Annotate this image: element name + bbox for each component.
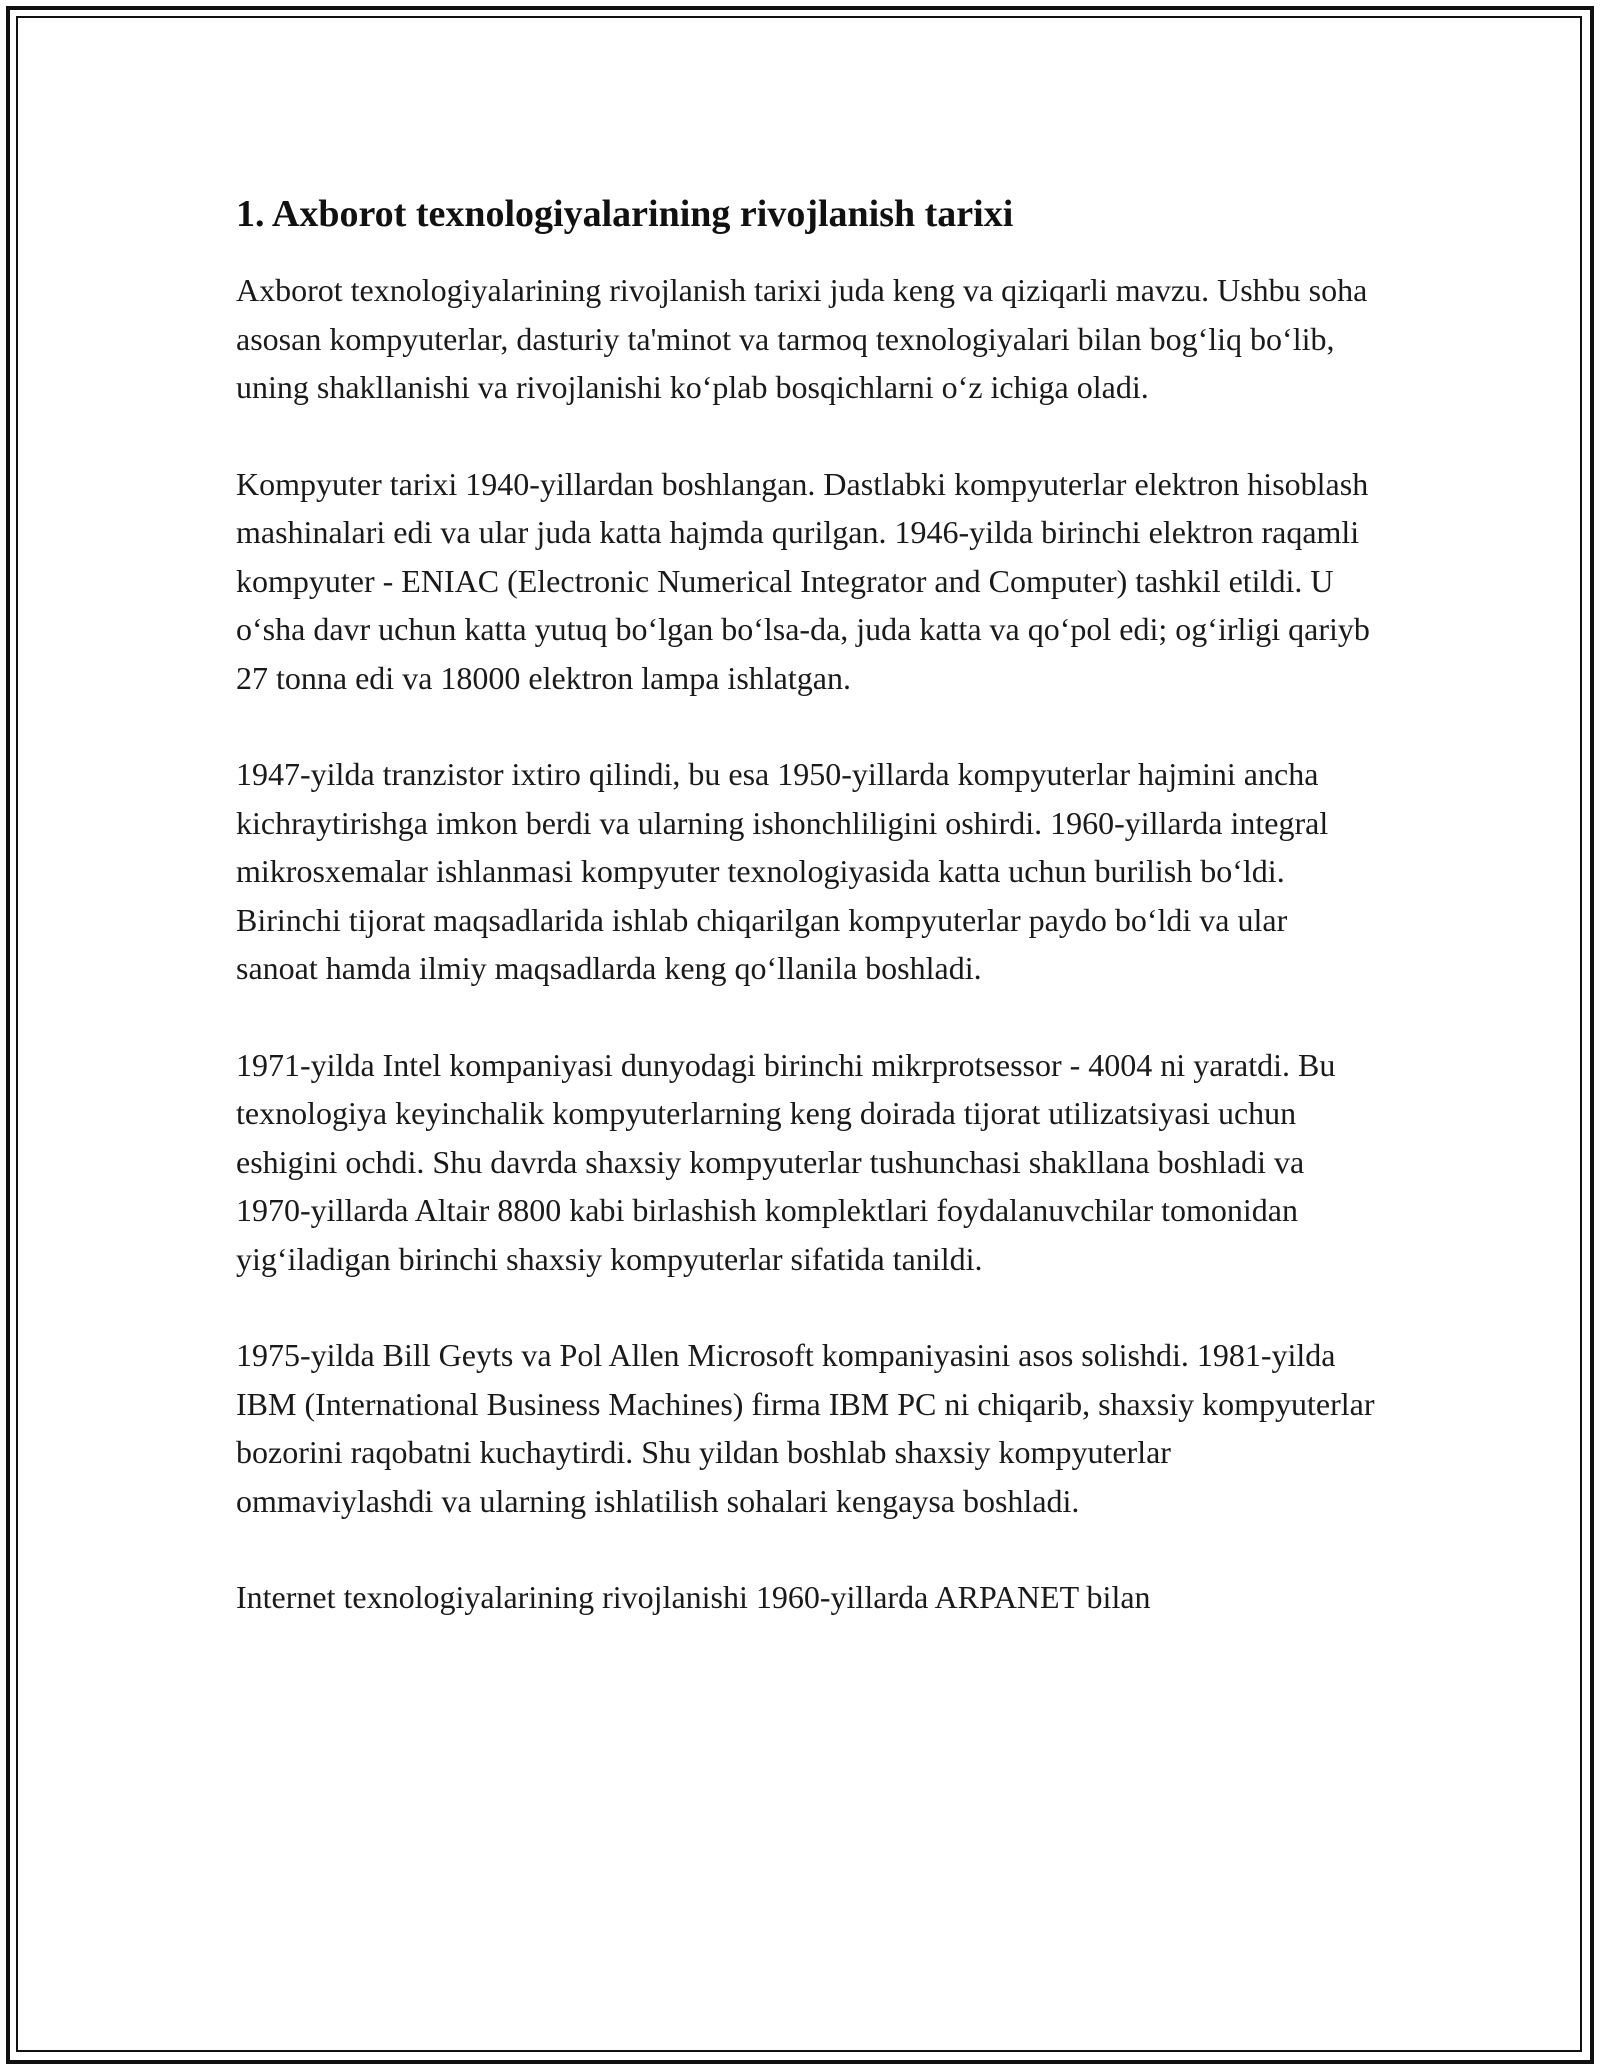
paragraph-computer-history: Kompyuter tarixi 1940-yillardan boshlangan. Dastlabki kompyuterlar elektron hisoblash mashinalari edi va ular juda katta hajmda qurilgan. 1946-yilda birinchi elektron raqamli kompyuter - ENIAC (Electronic Numerical Integrator and Computer) tashkil etildi. U o‘sha davr uchun katta yutuq bo‘lgan bo‘lsa-da, juda katta va qo‘pol edi; og‘irligi qariyb 27 tonna edi va 18000 elektron lampa ishlatgan. — [236, 465, 1370, 696]
paragraph-intro: Axborot texnologiyalarining rivojlanish tarixi juda keng va qiziqarli mavzu. Ushbu soha asosan kompyuterlar, dasturiy ta'minot va tarmoq texnologiyalari bilan bog‘liq bo‘lib, uning shakllanishi va rivojlanishi ko‘plab bosqichlarni o‘z ichiga oladi. — [236, 272, 1368, 405]
paragraph-transistor: 1947-yilda tranzistor ixtiro qilindi, bu esa 1950-yillarda kompyuterlar hajmini ancha kichraytirishga imkon berdi va ularning ishonchliligini oshirdi. 1960-yillarda integral mikrosxemalar ishlanmasi kompyuter texnologiyasida katta uchun burilish bo‘ldi. Birinchi tijorat maqsadlarida ishlab chiqarilgan kompyuterlar paydo bo‘ldi va ular sanoat hamda ilmiy maqsadlarda keng qo‘llanila boshladi. — [236, 756, 1329, 986]
paragraph-internet: Internet texnologiyalarining rivojlanishi 1960-yillarda ARPANET bilan — [236, 1579, 1151, 1615]
paragraph-microsoft-ibm: 1975-yilda Bill Geyts va Pol Allen Microsoft kompaniyasini asos solishdi. 1981-yilda IBM (International Business Machines) firma IBM PC ni chiqarib, shaxsiy kompyuterlar bozorini raqobatni kuchaytirdi. Shu yildan boshlab shaxsiy kompyuterlar ommaviylashdi va ularning ishlatilish sohalari kengaysa boshladi. — [236, 1337, 1375, 1519]
section-heading: 1. Axborot texnologiyalarining rivojlanish tarixi — [236, 193, 1014, 235]
document-page — [236, 190, 1376, 1670]
paragraph-microprocessor: 1971-yilda Intel kompaniyasi dunyodagi birinchi mikrprotsessor - 4004 ni yaratdi. Bu texnologiya keyinchalik kompyuterlarning keng doirada tijorat utilizatsiyasi uchun eshigini ochdi. Shu davrda shaxsiy kompyuterlar tushunchasi shakllana boshladi va 1970-yillarda Altair 8800 kabi birlashish komplektlari foydalanuvchilar tomonidan yig‘iladigan birinchi shaxsiy kompyuterlar sifatida tanildi. — [236, 1046, 1336, 1277]
